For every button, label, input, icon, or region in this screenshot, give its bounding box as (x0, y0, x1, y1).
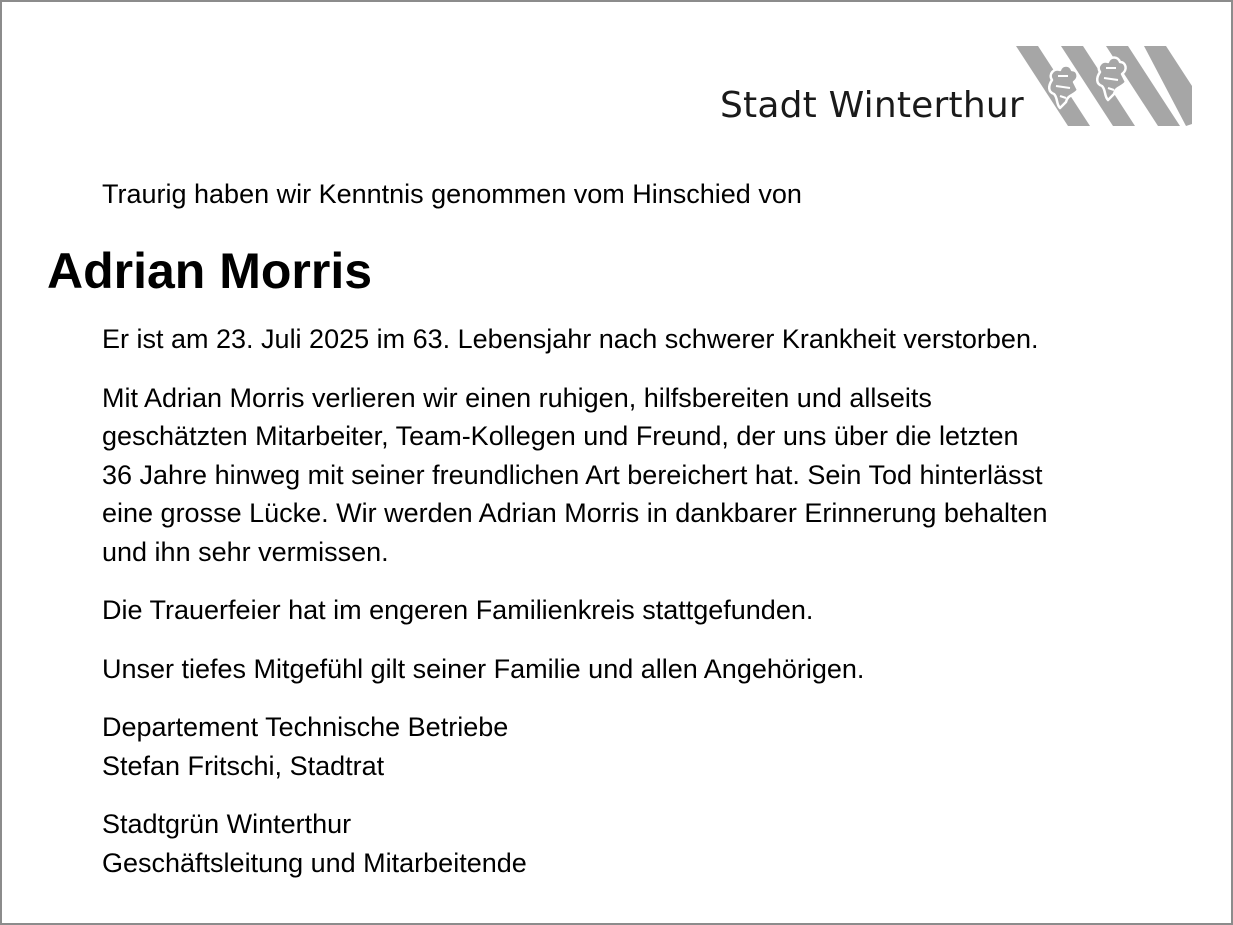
stadt-winterthur-logo (720, 46, 1192, 128)
logo-text: Stadt Winterthur (720, 85, 1024, 126)
condolence-line: Unser tiefes Mitgefühl gilt seiner Familie und allen Angehörigen. (102, 653, 865, 684)
intro-text: Traurig haben wir Kenntnis genommen vom Hinschied von (102, 179, 802, 209)
notice-body (102, 320, 1202, 882)
signature-person: Stefan Fritschi, Stadtrat (102, 750, 385, 781)
winterthur-lions-stripes-icon (1016, 46, 1192, 126)
funeral-line: Die Trauerfeier hat im engeren Familienkreis stattgefunden. (102, 595, 814, 625)
death-line: Er ist am 23. Juli 2025 im 63. Lebensjahr nach schwerer Krankheit verstorben. (102, 324, 1039, 354)
signature-block (102, 805, 1202, 882)
tribute-line: geschätzten Mitarbeiter, Team-Kollegen und Freund, der uns über die letzten (102, 421, 1019, 451)
tribute-line: und ihn sehr vermissen. (102, 536, 389, 567)
signature-block (102, 708, 1202, 785)
signature-org: Stadtgrün Winterthur (102, 809, 352, 839)
tribute-line: eine grosse Lücke. Wir werden Adrian Morris in dankbarer Erinnerung behalten (102, 498, 1048, 528)
tribute-line: Mit Adrian Morris verlieren wir einen ruhigen, hilfsbereiten und allseits (102, 382, 932, 413)
tribute-paragraph (102, 379, 1202, 572)
tribute-line: 36 Jahre hinweg mit seiner freundlichen Art bereichert hat. Sein Tod hinterlässt (102, 459, 1043, 490)
deceased-name: Adrian Morris (47, 243, 373, 299)
signature-person: Geschäftsleitung und Mitarbeitende (102, 847, 527, 878)
signature-org: Departement Technische Betriebe (102, 712, 509, 742)
